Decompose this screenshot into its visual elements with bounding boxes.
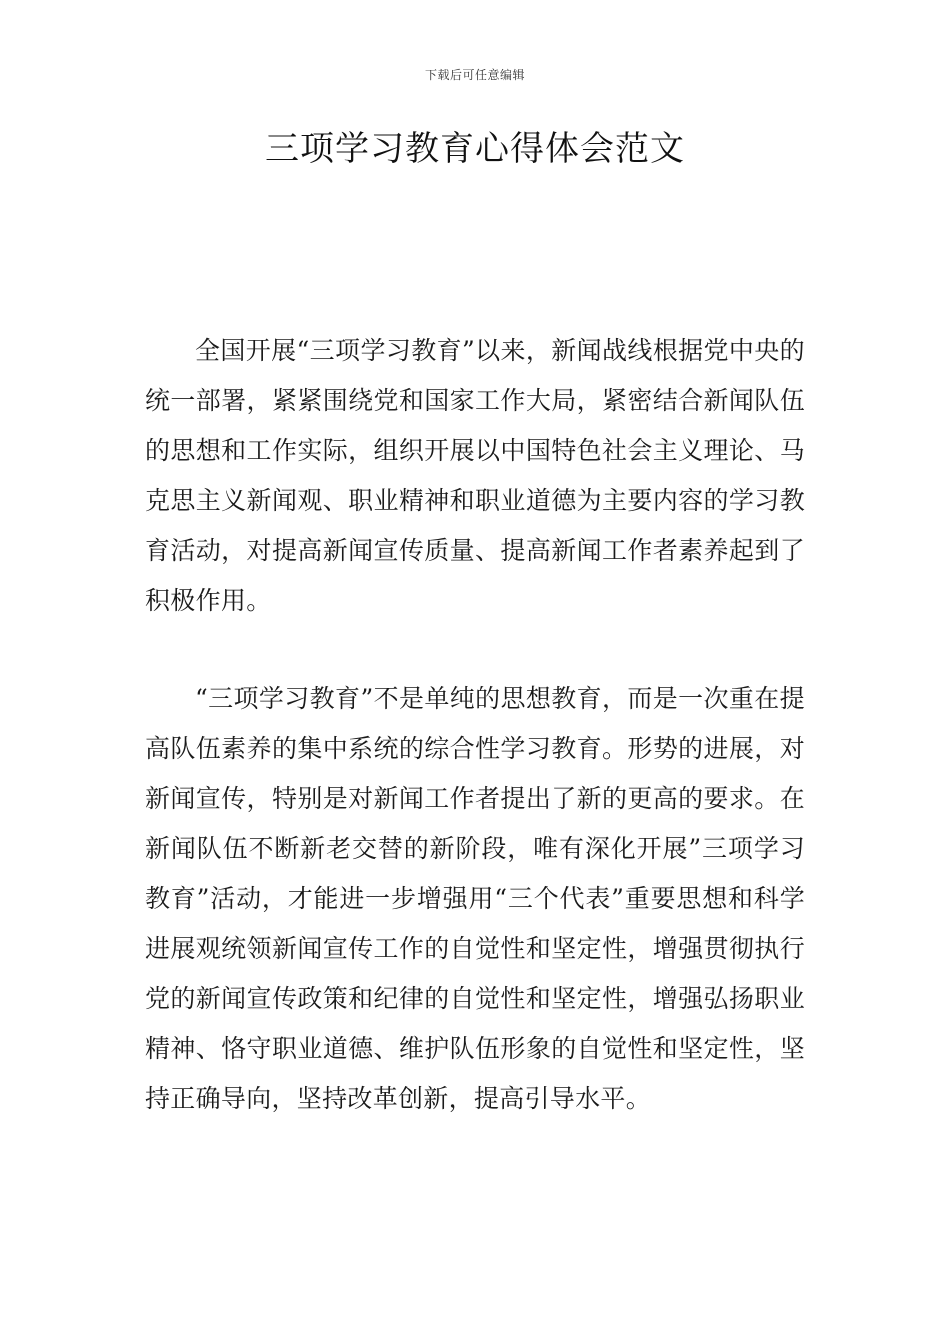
- header-note: 下载后可任意编辑: [424, 68, 525, 82]
- body-paragraph: 全国开展“三项学习教育”以来，新闻战线根据党中央的统一部署，紧紧围绕党和国家工作大局，紧密结合新闻队伍的思想和工作实际，组织开展以中国特色社会主义理论、马克思主义新闻观、职业精神和职业道德为主要内容的学习教育活动，对提高新闻宣传质量、提高新闻工作者素养起到了积极作用。: [145, 336, 805, 615]
- paragraph-block-2: [145, 674, 805, 1124]
- document-title: 三项学习教育心得体会范文: [265, 129, 685, 169]
- paragraph-block-1: [145, 326, 805, 626]
- body-paragraph: “三项学习教育”不是单纯的思想教育，而是一次重在提高队伍素养的集中系统的综合性学习教育。形势的进展，对新闻宣传，特别是对新闻工作者提出了新的更高的要求。在新闻队伍不断新老交替的新阶段，唯有深化开展”三项学习教育”活动，才能进一步增强用“三个代表”重要思想和科学进展观统领新闻宣传工作的自觉性和坚定性，增强贯彻执行党的新闻宣传政策和纪律的自觉性和坚定性，增强弘扬职业精神、恪守职业道德、维护队伍形象的自觉性和坚定性，坚持正确导向，坚持改革创新，提高引导水平。: [145, 684, 805, 1113]
